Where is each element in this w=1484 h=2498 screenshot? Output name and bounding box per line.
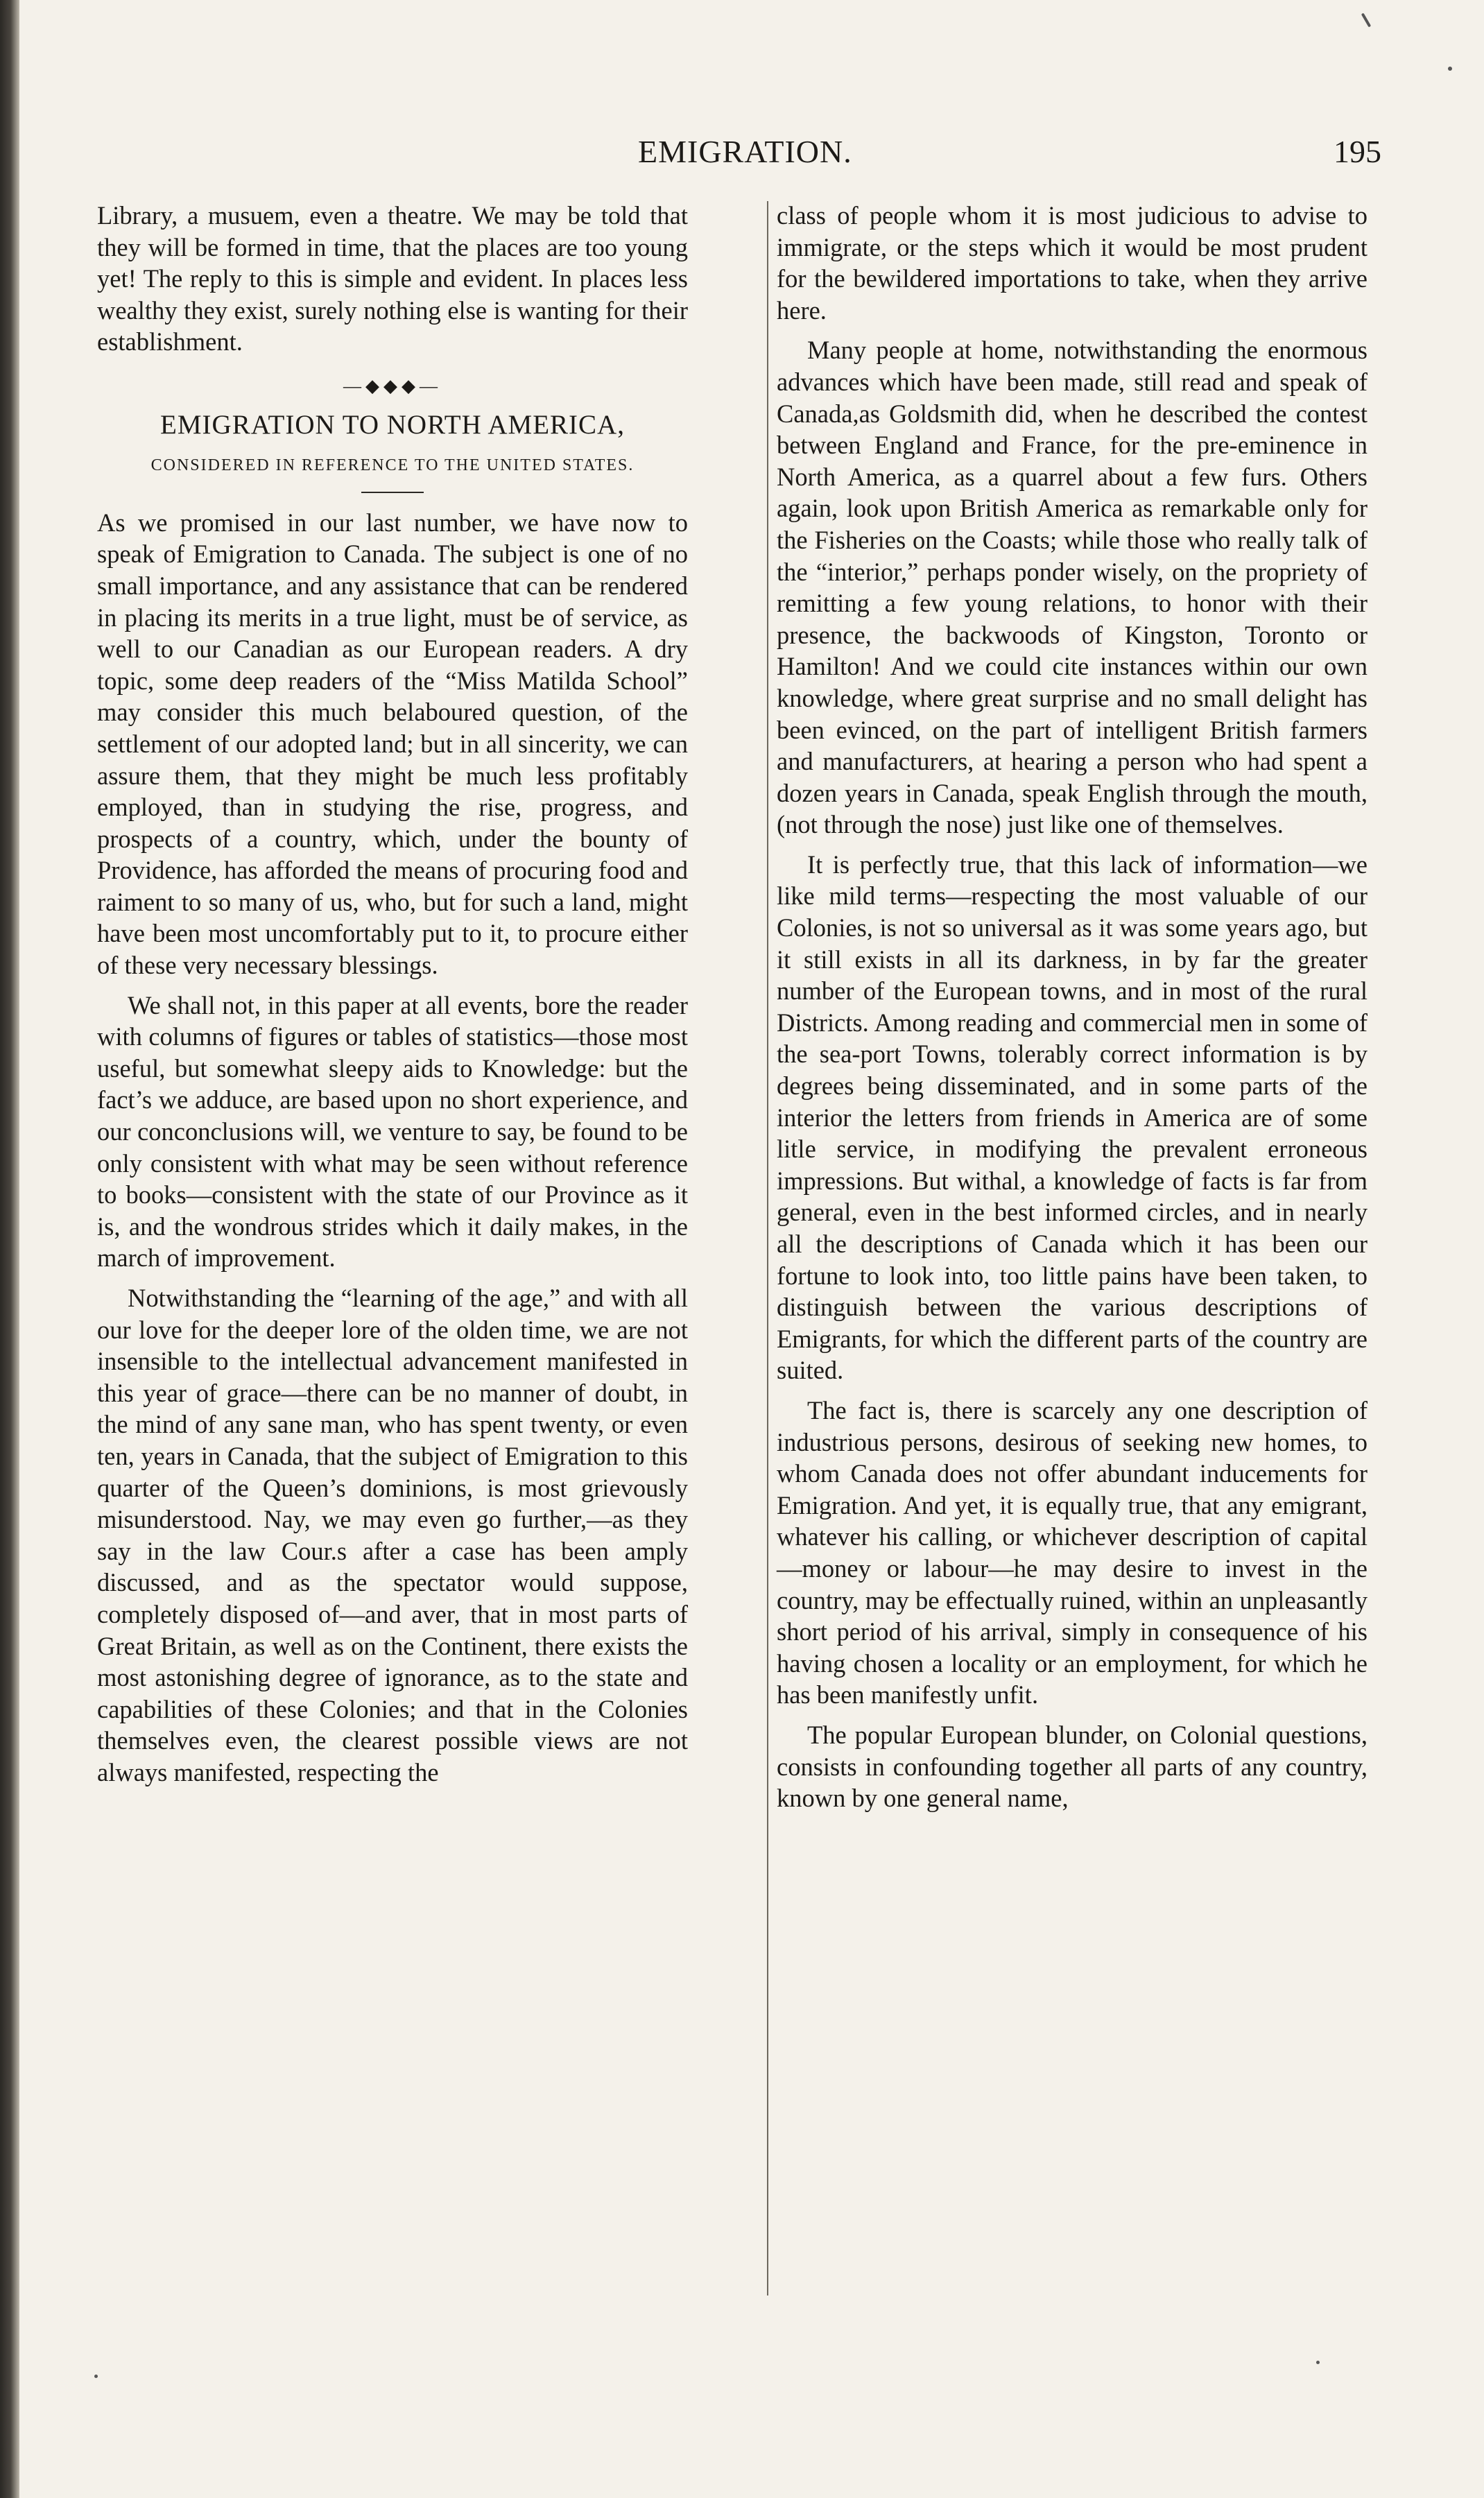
running-title: EMIGRATION. [638, 134, 852, 169]
intro-paragraph: Library, a musuem, even a theatre. We may be told that they will be formed in time, that the places are too young yet! The reply to this is simple and evident. In places less wealthy they exist, surely nothing else is wanting for their establishment. [97, 201, 688, 356]
left-column [97, 200, 688, 1797]
paper-speck [1448, 67, 1452, 71]
page-number: 195 [1334, 134, 1381, 169]
section-ornament: —◆◆◆— [343, 375, 442, 396]
paper-speck [1361, 12, 1371, 27]
body-paragraph: Notwithstanding the “learning of the age,” and with all our love for the deeper lore of the olden time, we are not insensible to the intellectual advancement manifested in this year of grace—there can be no manner of doubt, in the mind of any sane man, who has spent twenty, or even ten, years in Canada, that the subject of Emigration to this quarter of the Queen’s dominions, is most grievously misunderstood. Nay, we may even go further,—as they say in the law Cour.s after a case has been amply discussed, and as the spectator would suppose, completely disposed of—and aver, that in most parts of Great Britain, as well as on the Continent, there exists the most astonishing degree of ignorance, as to the state and capabilities of these Colonies; and that in the Colonies themselves even, the clearest possible views are not always manifested, respecting the [97, 1284, 688, 1786]
body-paragraph: As we promised in our last number, we have now to speak of Emigration to Canada. The subject is one of no small importance, and any assistance that can be rendered in placing its merits in a true light, must be of service, as well to our Canadian as our European readers. A dry topic, some deep readers of the “Miss Matilda School” may consider this much belaboured question, of the settlement of our adopted land; but in all sincerity, we can assure them, that they might be much less profitably employed, than in studying the rise, progress, and prospects of a country, which, under the bounty of Providence, has afforded the means of procuring food and raiment to so many of us, who, but for such a land, might have been most uncomfortably put to it, to procure either of these very necessary blessings. [97, 508, 688, 980]
title-rule [361, 492, 424, 493]
column-divider [767, 201, 768, 2295]
right-column [777, 200, 1367, 1823]
body-paragraph: Many people at home, notwithstanding the enormous advances which have been made, still read and speak of Canada,as Goldsmith did, when he described the contest between England and France, for the pre-eminence in North America, as a quarrel about a few furs. Others again, look upon British America as remarkable only for the Fisheries on the Coasts; while those who really talk of the “interior,” perhaps ponder wisely, on the propriety of remitting a few young relations, to honor with their presence, the backwoods of Kingston, Toronto or Hamilton! And we could cite instances within our own knowledge, where great surprise and no small delight has been evinced, on the part of intelligent British farmers and manufacturers, at hearing a person who had spent a dozen years in Canada, speak English through the mouth, (not through the nose) just like one of themselves. [777, 336, 1367, 839]
body-paragraph: We shall not, in this paper at all events, bore the reader with columns of figures or tables of statistics—those most useful, but somewhat sleepy aids to Knowledge: but the fact’s we adduce, are based upon no short experience, and our conconclusions will, we venture to say, be found to be only consistent with what may be seen without reference to books—consistent with the state of our Province as it is, and the wondrous strides which it daily makes, in the march of improvement. [97, 990, 688, 1273]
body-paragraph: class of people whom it is most judicious to advise to immigrate, or the steps which it would be most prudent for the bewildered importations to take, when they arrive here. [777, 201, 1367, 325]
paper-speck [94, 2375, 98, 2378]
body-paragraph: It is perfectly true, that this lack of information—we like mild terms—respecting the most valuable of our Colonies, is not so universal as it was some years ago, but it still exists in all its darkness, in by far the greater number of the European towns, and in most of the rural Districts. Among reading and commercial men in some of the sea-port Towns, tolerably correct information is by degrees being disseminated, and in some parts of the interior the letters from friends in America are of some litle service, in modifying the prevalent erroneous impressions. But withal, a knowledge of facts is far from general, even in the best informed circles, and in nearly all the descriptions of Canada which it has been our fortune to look into, too little pains have been taken, to distinguish between the various descriptions of Emigrants, for which the different parts of the country are suited. [777, 850, 1367, 1385]
article-title: EMIGRATION TO NORTH AMERICA, [160, 409, 625, 440]
body-paragraph: The fact is, there is scarcely any one description of industrious persons, desirous of seeking new homes, to whom Canada does not offer abundant inducements for Emigration. And yet, it is equally true, that any emigrant, whatever his calling, or whichever description of capital—money or labour—he may desire to invest in the country, may be effectually ruined, within an unpleasantly short period of his arrival, simply in consequence of his having chosen a locality or an employment, for which he has been manifestly unfit. [777, 1395, 1367, 1709]
book-binding-edge [0, 0, 19, 2498]
paper-speck [1316, 2361, 1320, 2364]
page-header [97, 133, 1401, 182]
article-subtitle: CONSIDERED IN REFERENCE TO THE UNITED STATES. [150, 456, 635, 475]
body-paragraph: The popular European blunder, on Colonial questions, consists in confounding together all parts of any country, known by one general name, [777, 1720, 1367, 1813]
